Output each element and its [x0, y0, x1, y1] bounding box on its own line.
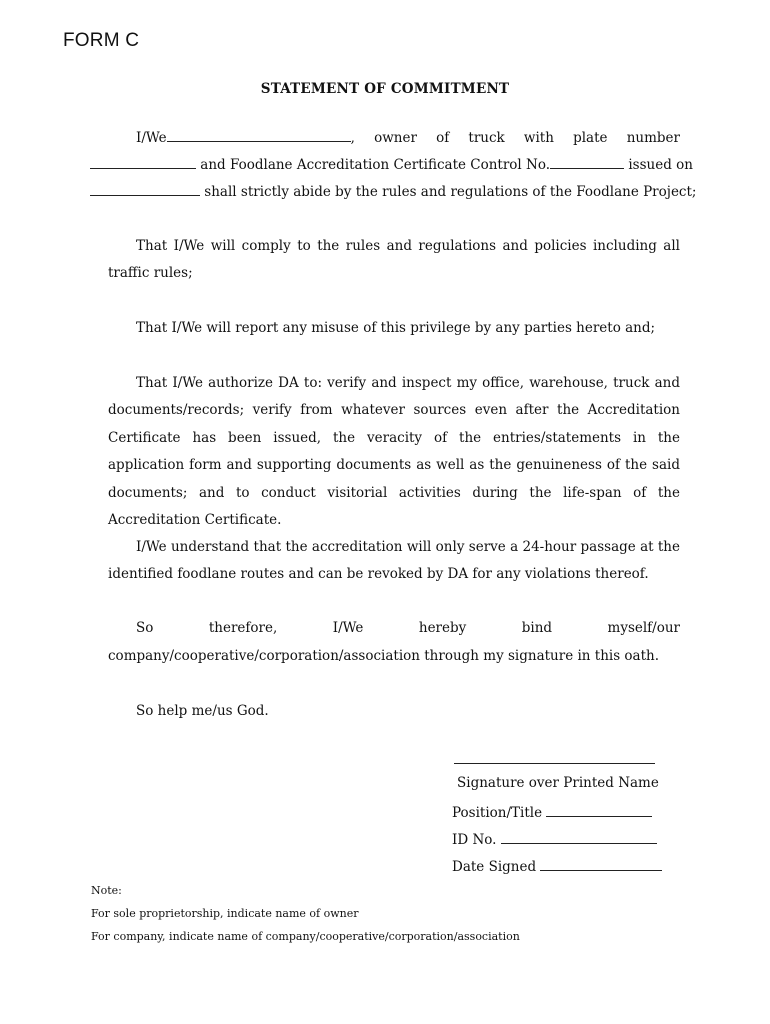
- therefore-line-2: company/cooperative/corporation/association through my signature in this oath.: [108, 648, 660, 664]
- cert-text: and Foodlane Accreditation Certificate Control No.: [200, 157, 551, 173]
- therefore-word: I/We: [332, 620, 364, 636]
- position-title-label: Position/Title: [452, 805, 543, 821]
- iwe-blank-group: I/We ,: [136, 125, 355, 152]
- signature-name-label: Signature over Printed Name: [457, 775, 659, 791]
- note-heading: Note:: [91, 884, 122, 897]
- paragraph-help: So help me/us God.: [136, 703, 269, 719]
- paragraph-report: That I/We will report any misuse of this privilege by any parties hereto and;: [136, 320, 656, 336]
- therefore-word: bind: [521, 620, 553, 636]
- therefore-word: So: [136, 620, 154, 636]
- abide-text: shall strictly abide by the rules and regulations of the Foodlane Project;: [204, 184, 697, 200]
- therefore-word: therefore,: [208, 620, 278, 636]
- owner-word: owner: [374, 130, 417, 146]
- owner-word: plate: [573, 130, 608, 146]
- therefore-word: myself/our: [607, 620, 680, 636]
- form-label: FORM C: [63, 30, 140, 51]
- therefore-line-1: [136, 615, 680, 642]
- position-title-blank[interactable]: [546, 802, 652, 817]
- name-blank[interactable]: [167, 127, 351, 142]
- id-no-label: ID No.: [452, 832, 497, 848]
- note-company: For company, indicate name of company/cooperative/corporation/association: [91, 930, 520, 943]
- plate-number-blank[interactable]: [90, 154, 196, 169]
- date-signed-field: [452, 856, 662, 875]
- paragraph-authorize: That I/We authorize DA to: verify and inspect my office, warehouse, truck and documents/records; verify from whatever sources even after the Accreditation Certificate has been issued, the veracity of the entries/statements in the application form and supporting documents as well as the genuineness of the said documents; and to conduct visitorial activities during the life-span of the Accreditation Certificate.: [108, 375, 680, 529]
- intro-line-2: [90, 152, 693, 179]
- owner-word: truck: [468, 130, 505, 146]
- id-no-blank[interactable]: [501, 829, 657, 844]
- paragraph-understand: I/We understand that the accreditation will only serve a 24-hour passage at the identified foodlane routes and can be revoked by DA for any violations thereof.: [108, 539, 680, 583]
- intro-line-1: [136, 125, 680, 152]
- issue-date-blank[interactable]: [90, 181, 200, 196]
- owner-word: with: [523, 130, 554, 146]
- position-title-field: [452, 802, 652, 821]
- iwe-label: I/We: [136, 130, 167, 146]
- date-signed-label: Date Signed: [452, 859, 537, 875]
- date-signed-blank[interactable]: [540, 856, 662, 871]
- id-no-field: [452, 829, 657, 848]
- note-sole: For sole proprietorship, indicate name of owner: [91, 907, 359, 920]
- owner-word: number: [626, 130, 680, 146]
- issued-on-text: issued on: [628, 157, 693, 173]
- document-title: STATEMENT OF COMMITMENT: [260, 81, 510, 97]
- paragraph-comply: That I/We will comply to the rules and regulations and policies including all traffic rules;: [108, 238, 680, 282]
- control-no-blank[interactable]: [550, 154, 624, 169]
- therefore-word: hereby: [418, 620, 467, 636]
- intro-line-3: [90, 179, 697, 206]
- owner-word: of: [436, 130, 450, 146]
- signature-line[interactable]: [454, 763, 655, 764]
